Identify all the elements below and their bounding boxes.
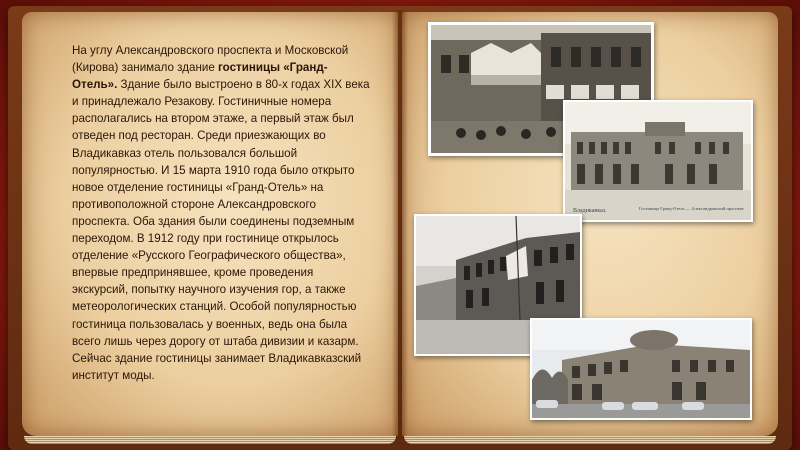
postcard-caption-right: Гостиница Гранд-Отель — Александровский проспект (639, 206, 744, 211)
photo-hotel-postcard (563, 100, 753, 222)
postcard-caption-left: Владикавказ. (573, 208, 607, 214)
hotel-name: гостиницы «Гранд-Отель». (72, 61, 328, 92)
text-part-1: На углу Александровского проспекта и Московской (Кирова) занимало здание (72, 44, 349, 75)
body-text (72, 42, 372, 384)
photo-hotel-modern (530, 318, 752, 420)
book-spine (392, 10, 408, 440)
page-edges-right (404, 436, 776, 444)
page-edges-left (24, 436, 396, 444)
text-part-2: Здание было выстроено в 80-х годах XIX века и принадлежало Резакову. Гостиничные номера располагались на втором этаже, а первый этаж был отведен под ресторан. Среди приезжающих во Владикавказ отель пользовался большой популярностью. И 15 марта 1910 года было открыто новое отделение гостиницы «Гранд-Отель» на противоположной стороне Александровского проспекта. Оба здания были соединены подземным переходом. В 1912 году при гостинице открылось отделение «Русского Географического общества», впервые предпринявшее, кроме проведения экскурсий, попытку научного изучения гор, а также метеорологических станций. Особой популярностью гостиница пользовалась у военных, ведь она была всего лишь через дорогу от штаба дивизии и казарм. Сейчас здание гостиницы занимает Владикавказский институт моды. (72, 78, 370, 382)
